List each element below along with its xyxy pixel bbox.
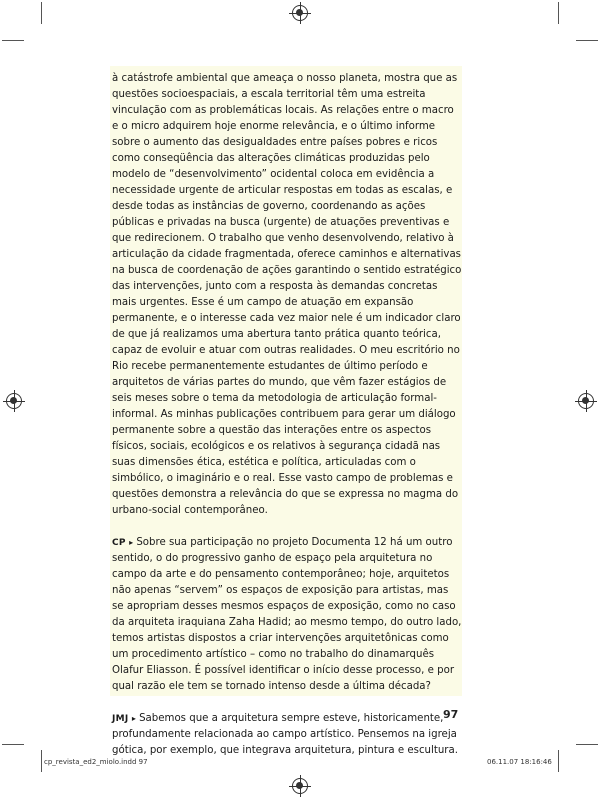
registration-mark-icon bbox=[292, 778, 308, 794]
crop-mark-bottom-right-h bbox=[576, 744, 598, 745]
page-number: 97 bbox=[443, 708, 459, 721]
speaker-label: JMJ bbox=[112, 714, 129, 724]
paragraph: à catástrofe ambiental que ameaça o nosso planeta, mostra que as questões socioespaciais, a escala territorial têm uma estreita vinculação com as problemáticas locais. As relações entre o macro e o micro adquirem hoje enorme relevância, e o último informe sobre o aumento das desigualdades entre países pobres e ricos como conseqüência das alterações climáticas produzidas pelo modelo de “desenvolvimento” ocidental coloca em evidência a necessidade urgente de articular respostas em todas as escalas, e desde todas as instâncias de governo, coordenando as ações públicas e privadas na busca (urgente) de atuações preventivas e que redirecionem. O trabalho que venho desenvolvendo, relativo à articulação da cidade fragmentada, oferece caminhos e alternativas na busca de coordenação de ações garantindo o sentido estratégico das intervenções, junto com a resposta às demandas concretas mais urgentes. Esse é um campo de atuação em expansão permanente, e o interesse cada vez maior nele é um indicador claro de que já realizamos uma abertura tanto prática quanto teórica, capaz de evoluir e atuar com outras realidades. O meu escritório no Rio recebe permanentemente estudantes de último período e arquitetos de várias partes do mundo, que vêm fazer estágios de seis meses sobre o tema da metodologia de articulação formal-informal. As minhas publicações contribuem para gerar um diálogo permanente sobre a questão das interações entre os aspectos físicos, sociais, ecológicos e os relativos à segurança cidadã nas suas dimensões ética, estética e política, articuladas com o simbólico, o imaginário e o real. Esse vasto campo de problemas e questões demonstra a relevância do que se expressa no magma do urbano-social contemporâneo. bbox=[112, 73, 462, 516]
crop-mark-bottom-left-v bbox=[41, 750, 42, 772]
question-paragraph bbox=[112, 535, 462, 695]
registration-mark-icon bbox=[292, 5, 308, 21]
crop-mark-top-right-v bbox=[558, 2, 559, 24]
registration-mark-icon bbox=[578, 393, 594, 409]
arrow-icon: ▸ bbox=[129, 538, 134, 547]
crop-mark-top-left-h bbox=[2, 40, 24, 41]
crop-mark-bottom-right-v bbox=[558, 750, 559, 772]
crop-mark-top-right-h bbox=[576, 40, 598, 41]
question-text: Sobre sua participação no projeto Documenta 12 há um outro sentido, o do progressivo ganho de espaço pela arquitetura no campo da arte e do pensamento contemporâneo; hoje, arquitetos não apenas “servem” os espaços de exposição para artistas, mas se apropriam desses mesmos espaços de exposição, como no caso da arquiteta iraquiana Zaha Hadid; ao mesmo tempo, do outro lado, temos artistas dispostos a criar intervenções arquitetônicas como um procedimento artístico – como no trabalho do dinamarquês Olafur Eliasson. É possível identificar o início desse processo, e por qual razão ele tem se tornado intenso desde a última década? bbox=[112, 537, 462, 692]
crop-mark-top-left-v bbox=[41, 2, 42, 24]
speaker-label: CP bbox=[112, 538, 126, 548]
registration-mark-icon bbox=[6, 393, 22, 409]
arrow-icon: ▸ bbox=[131, 714, 136, 723]
body-text bbox=[112, 71, 462, 759]
crop-mark-bottom-left-h bbox=[2, 744, 24, 745]
slug-datetime: 06.11.07 18:16:46 bbox=[487, 758, 552, 766]
answer-text: Sabemos que a arquitetura sempre esteve, historicamente, profundamente relacionada ao campo artístico. Pensemos na igreja gótica, por exemplo, que integrava arquitetura, pintura e escultura. bbox=[112, 713, 458, 756]
answer-paragraph bbox=[112, 711, 462, 759]
slug-filename: cp_revista_ed2_miolo.indd 97 bbox=[44, 758, 148, 766]
